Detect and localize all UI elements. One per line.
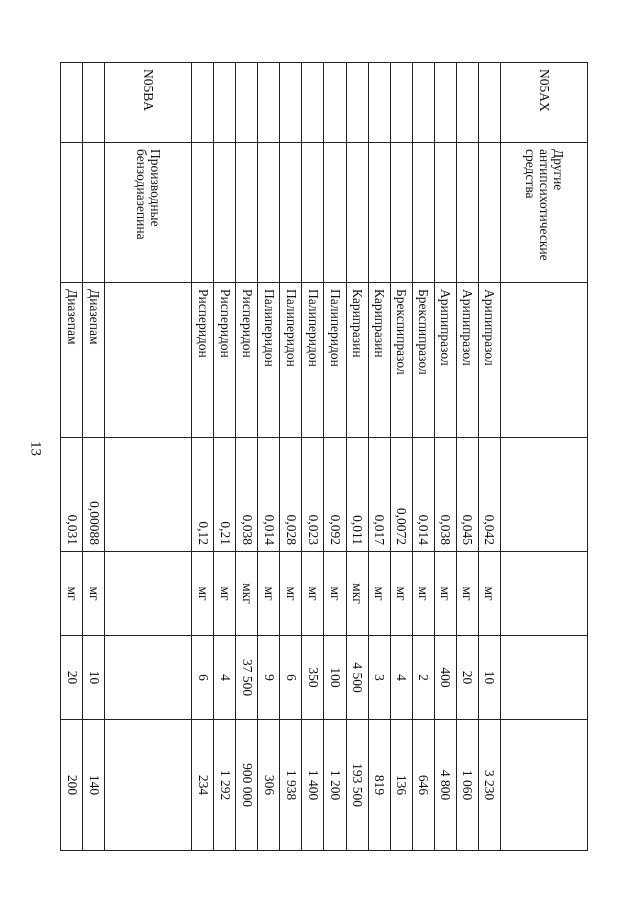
empty-cell <box>346 63 368 143</box>
empty-cell <box>61 63 83 143</box>
unit: мг <box>61 552 83 636</box>
table-row <box>346 63 368 851</box>
ddd-value: 0,014 <box>412 438 434 552</box>
ddd-value: 0,017 <box>368 438 390 552</box>
unit: мг <box>390 552 412 636</box>
ddd-value: 0,028 <box>280 438 302 552</box>
empty-cell <box>61 143 83 283</box>
unit: мг <box>280 552 302 636</box>
empty-cell <box>105 283 192 438</box>
unit: мг <box>478 552 500 636</box>
drug-name: Диазепам <box>61 283 83 438</box>
count: 306 <box>258 720 280 851</box>
count: 1 200 <box>324 720 346 851</box>
amount: 6 <box>280 636 302 720</box>
empty-cell <box>280 143 302 283</box>
empty-cell <box>214 143 236 283</box>
unit: мг <box>324 552 346 636</box>
rotated-table-container <box>60 62 588 850</box>
amount: 9 <box>258 636 280 720</box>
unit: мкг <box>346 552 368 636</box>
amount: 20 <box>61 636 83 720</box>
drug-name: Диазепам <box>83 283 105 438</box>
page-number: 13 <box>27 441 44 456</box>
count: 1 400 <box>302 720 324 851</box>
table-row <box>192 63 214 851</box>
empty-cell <box>501 438 588 552</box>
drug-name: Карипразин <box>368 283 390 438</box>
unit: мкг <box>236 552 258 636</box>
amount: 4 <box>390 636 412 720</box>
empty-cell <box>105 720 192 851</box>
count: 136 <box>390 720 412 851</box>
empty-cell <box>105 438 192 552</box>
table-row <box>61 63 83 851</box>
amount: 100 <box>324 636 346 720</box>
unit: мг <box>368 552 390 636</box>
drug-name: Палиперидон <box>280 283 302 438</box>
ddd-value: 0,045 <box>456 438 478 552</box>
empty-cell <box>302 63 324 143</box>
group-code: N05BA <box>105 63 192 143</box>
group-name: Другие антипсихотические средства <box>501 143 588 283</box>
empty-cell <box>368 63 390 143</box>
empty-cell <box>501 283 588 438</box>
group-name: Производные бензодиазепина <box>105 143 192 283</box>
empty-cell <box>501 552 588 636</box>
ddd-value: 0,038 <box>236 438 258 552</box>
ddd-value: 0,0072 <box>390 438 412 552</box>
amount: 20 <box>456 636 478 720</box>
empty-cell <box>456 63 478 143</box>
empty-cell <box>105 636 192 720</box>
amount: 2 <box>412 636 434 720</box>
table-row <box>412 63 434 851</box>
empty-cell <box>390 63 412 143</box>
empty-cell <box>83 143 105 283</box>
drug-name: Арипипразол <box>478 283 500 438</box>
empty-cell <box>324 63 346 143</box>
ddd-value: 0,038 <box>434 438 456 552</box>
empty-cell <box>412 63 434 143</box>
amount: 350 <box>302 636 324 720</box>
ddd-value: 0,031 <box>61 438 83 552</box>
table-row <box>83 63 105 851</box>
amount: 37 500 <box>236 636 258 720</box>
group-header-row <box>105 63 192 851</box>
count: 200 <box>61 720 83 851</box>
count: 4 800 <box>434 720 456 851</box>
drug-table <box>60 62 588 851</box>
unit: мг <box>83 552 105 636</box>
count: 193 500 <box>346 720 368 851</box>
group-header-row <box>501 63 588 851</box>
ddd-value: 0,21 <box>214 438 236 552</box>
ddd-value: 0,12 <box>192 438 214 552</box>
table-row <box>214 63 236 851</box>
empty-cell <box>258 63 280 143</box>
table-row <box>456 63 478 851</box>
empty-cell <box>478 143 500 283</box>
empty-cell <box>302 143 324 283</box>
unit: мг <box>258 552 280 636</box>
drug-table-body <box>61 63 588 851</box>
drug-name: Рисперидон <box>214 283 236 438</box>
table-row <box>368 63 390 851</box>
empty-cell <box>434 63 456 143</box>
group-code: N05AX <box>501 63 588 143</box>
amount: 4 500 <box>346 636 368 720</box>
ddd-value: 0,00088 <box>83 438 105 552</box>
amount: 400 <box>434 636 456 720</box>
count: 1 060 <box>456 720 478 851</box>
amount: 10 <box>83 636 105 720</box>
table-row <box>236 63 258 851</box>
empty-cell <box>280 63 302 143</box>
amount: 10 <box>478 636 500 720</box>
empty-cell <box>412 143 434 283</box>
drug-name: Палиперидон <box>302 283 324 438</box>
drug-name: Рисперидон <box>236 283 258 438</box>
table-row <box>280 63 302 851</box>
table-row <box>390 63 412 851</box>
amount: 4 <box>214 636 236 720</box>
empty-cell <box>346 143 368 283</box>
empty-cell <box>501 636 588 720</box>
count: 234 <box>192 720 214 851</box>
count: 900 000 <box>236 720 258 851</box>
table-row <box>302 63 324 851</box>
unit: мг <box>214 552 236 636</box>
empty-cell <box>236 143 258 283</box>
amount: 6 <box>192 636 214 720</box>
count: 3 230 <box>478 720 500 851</box>
ddd-value: 0,011 <box>346 438 368 552</box>
count: 819 <box>368 720 390 851</box>
unit: мг <box>302 552 324 636</box>
count: 1 292 <box>214 720 236 851</box>
empty-cell <box>258 143 280 283</box>
table-row <box>258 63 280 851</box>
table-row <box>324 63 346 851</box>
ddd-value: 0,092 <box>324 438 346 552</box>
empty-cell <box>105 552 192 636</box>
empty-cell <box>434 143 456 283</box>
empty-cell <box>83 63 105 143</box>
unit: мг <box>412 552 434 636</box>
empty-cell <box>501 720 588 851</box>
unit: мг <box>434 552 456 636</box>
table-row <box>434 63 456 851</box>
count: 140 <box>83 720 105 851</box>
ddd-value: 0,023 <box>302 438 324 552</box>
empty-cell <box>192 63 214 143</box>
ddd-value: 0,014 <box>258 438 280 552</box>
count: 646 <box>412 720 434 851</box>
count: 1 938 <box>280 720 302 851</box>
empty-cell <box>214 63 236 143</box>
empty-cell <box>478 63 500 143</box>
drug-name: Брекспипразол <box>390 283 412 438</box>
unit: мг <box>456 552 478 636</box>
empty-cell <box>456 143 478 283</box>
empty-cell <box>192 143 214 283</box>
empty-cell <box>236 63 258 143</box>
drug-name: Арипипразол <box>456 283 478 438</box>
drug-name: Палиперидон <box>324 283 346 438</box>
drug-name: Рисперидон <box>192 283 214 438</box>
empty-cell <box>324 143 346 283</box>
empty-cell <box>390 143 412 283</box>
drug-name: Карипразин <box>346 283 368 438</box>
ddd-value: 0,042 <box>478 438 500 552</box>
unit: мг <box>192 552 214 636</box>
drug-name: Брекспипразол <box>412 283 434 438</box>
empty-cell <box>368 143 390 283</box>
table-row <box>478 63 500 851</box>
drug-name: Палиперидон <box>258 283 280 438</box>
amount: 3 <box>368 636 390 720</box>
drug-name: Арипипразол <box>434 283 456 438</box>
